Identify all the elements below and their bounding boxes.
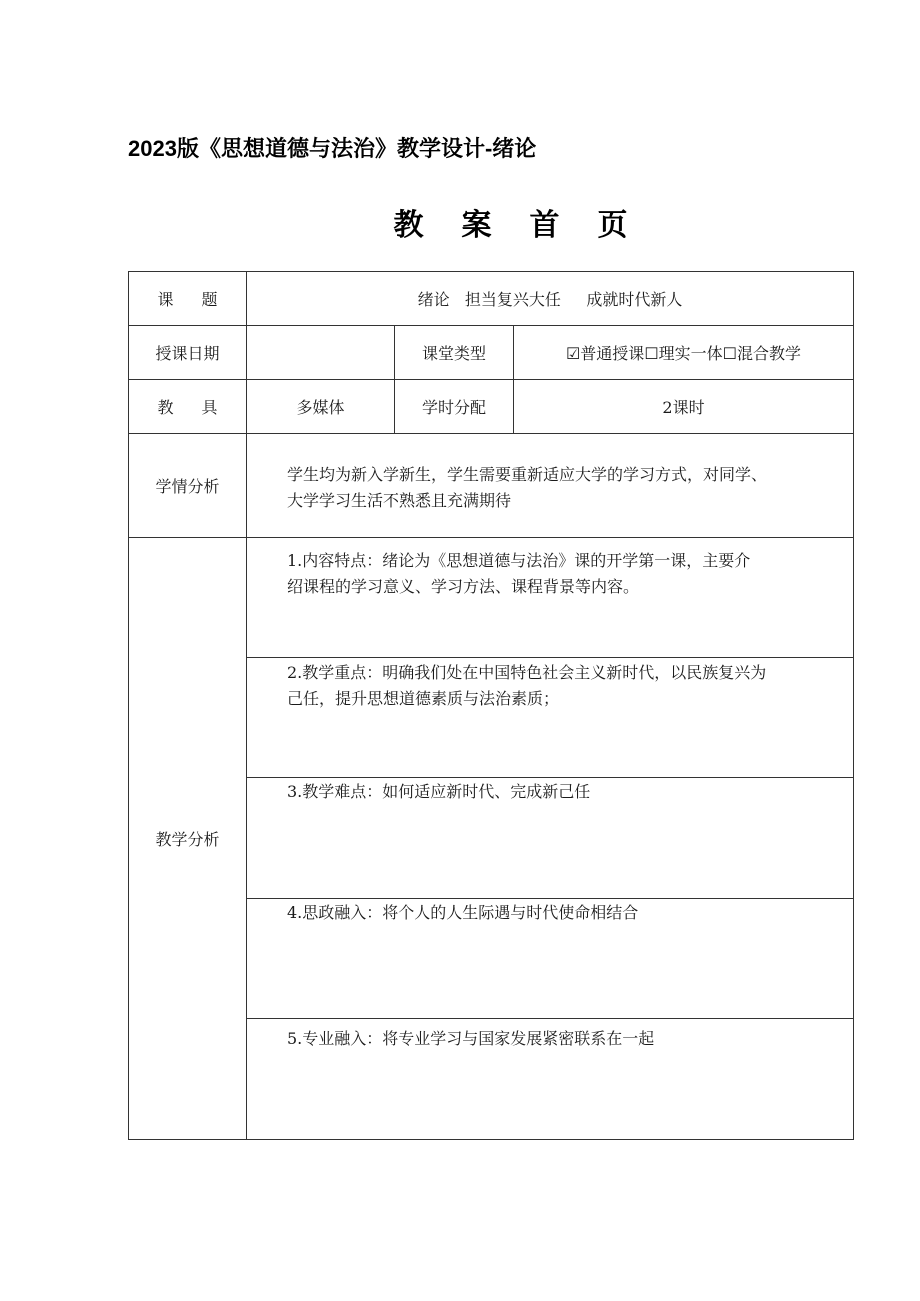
checkbox-checked-icon[interactable]: ☑	[565, 344, 581, 363]
teaching-analysis-item	[246, 777, 854, 898]
option-label: 普通授课	[580, 344, 645, 363]
student-analysis-text	[287, 462, 849, 514]
date-label-cell	[128, 325, 246, 379]
heading-char: 首	[529, 208, 560, 243]
date-value-cell[interactable]	[246, 325, 394, 379]
text-line: 5.专业融入：将专业学习与国家发展紧密联系在一起	[287, 1029, 655, 1048]
hours-label-cell	[394, 379, 513, 433]
tools-label-char: 教	[157, 398, 174, 417]
teaching-analysis-item	[246, 657, 854, 777]
text-line: 绍课程的学习意义、学习方法、课程背景等内容。	[287, 577, 640, 596]
hours-label: 学时分配	[421, 398, 486, 417]
date-label: 授课日期	[155, 344, 220, 363]
topic-label-cell	[128, 271, 246, 325]
page-heading	[0, 200, 920, 244]
hours-value-cell	[513, 379, 854, 433]
student-analysis-label: 学情分析	[155, 477, 220, 496]
class-type-option-regular[interactable]	[566, 341, 644, 364]
checkbox-unchecked-icon[interactable]: ☐	[722, 344, 738, 363]
student-analysis-cell	[246, 433, 854, 537]
class-type-options-cell	[513, 325, 854, 379]
text-line: 学生均为新入学新生，学生需要重新适应大学的学习方式，对同学、	[287, 465, 768, 484]
document-title: 2023版《思想道德与法治》教学设计-绪论	[128, 136, 537, 161]
tools-value: 多媒体	[296, 398, 345, 417]
teaching-analysis-label: 教学分析	[155, 830, 220, 849]
teaching-analysis-item	[246, 1018, 854, 1140]
hours-value: 2课时	[662, 398, 705, 417]
text-line: 2.教学重点：明确我们处在中国特色社会主义新时代，以民族复兴为	[287, 663, 767, 682]
text-line: 己任，提升思想道德素质与法治素质；	[287, 689, 560, 708]
class-type-option-blended[interactable]	[723, 341, 801, 364]
lesson-plan-table	[128, 271, 854, 1140]
topic-value-cell	[246, 271, 854, 325]
checkbox-unchecked-icon[interactable]: ☐	[644, 344, 659, 363]
class-type-label-cell	[394, 325, 513, 379]
student-analysis-label-cell	[128, 433, 246, 537]
topic-label-char: 课	[157, 290, 174, 309]
teaching-analysis-item	[246, 898, 854, 1018]
teaching-analysis-item	[246, 537, 854, 657]
tools-value-cell	[246, 379, 394, 433]
class-type-label: 课堂类型	[421, 344, 486, 363]
topic-value: 绪论 担当复兴大任 成就时代新人	[417, 290, 683, 309]
topic-label-char: 题	[201, 290, 218, 309]
class-type-option-integrated[interactable]	[644, 341, 722, 364]
option-label: 理实一体	[658, 344, 723, 363]
text-line: 3.教学难点：如何适应新时代、完成新己任	[287, 782, 591, 801]
tools-label-cell	[128, 379, 246, 433]
text-line: 1.内容特点：绪论为《思想道德与法治》课的开学第一课，主要介	[287, 551, 751, 570]
heading-char: 教	[393, 208, 424, 243]
heading-char: 案	[461, 208, 492, 243]
text-line: 大学学习生活不熟悉且充满期待	[287, 491, 512, 510]
option-label: 混合教学	[737, 344, 802, 363]
teaching-analysis-label-cell	[128, 537, 246, 1140]
text-line: 4.思政融入：将个人的人生际遇与时代使命相结合	[287, 903, 639, 922]
heading-char: 页	[597, 208, 628, 243]
tools-label-char: 具	[201, 398, 218, 417]
